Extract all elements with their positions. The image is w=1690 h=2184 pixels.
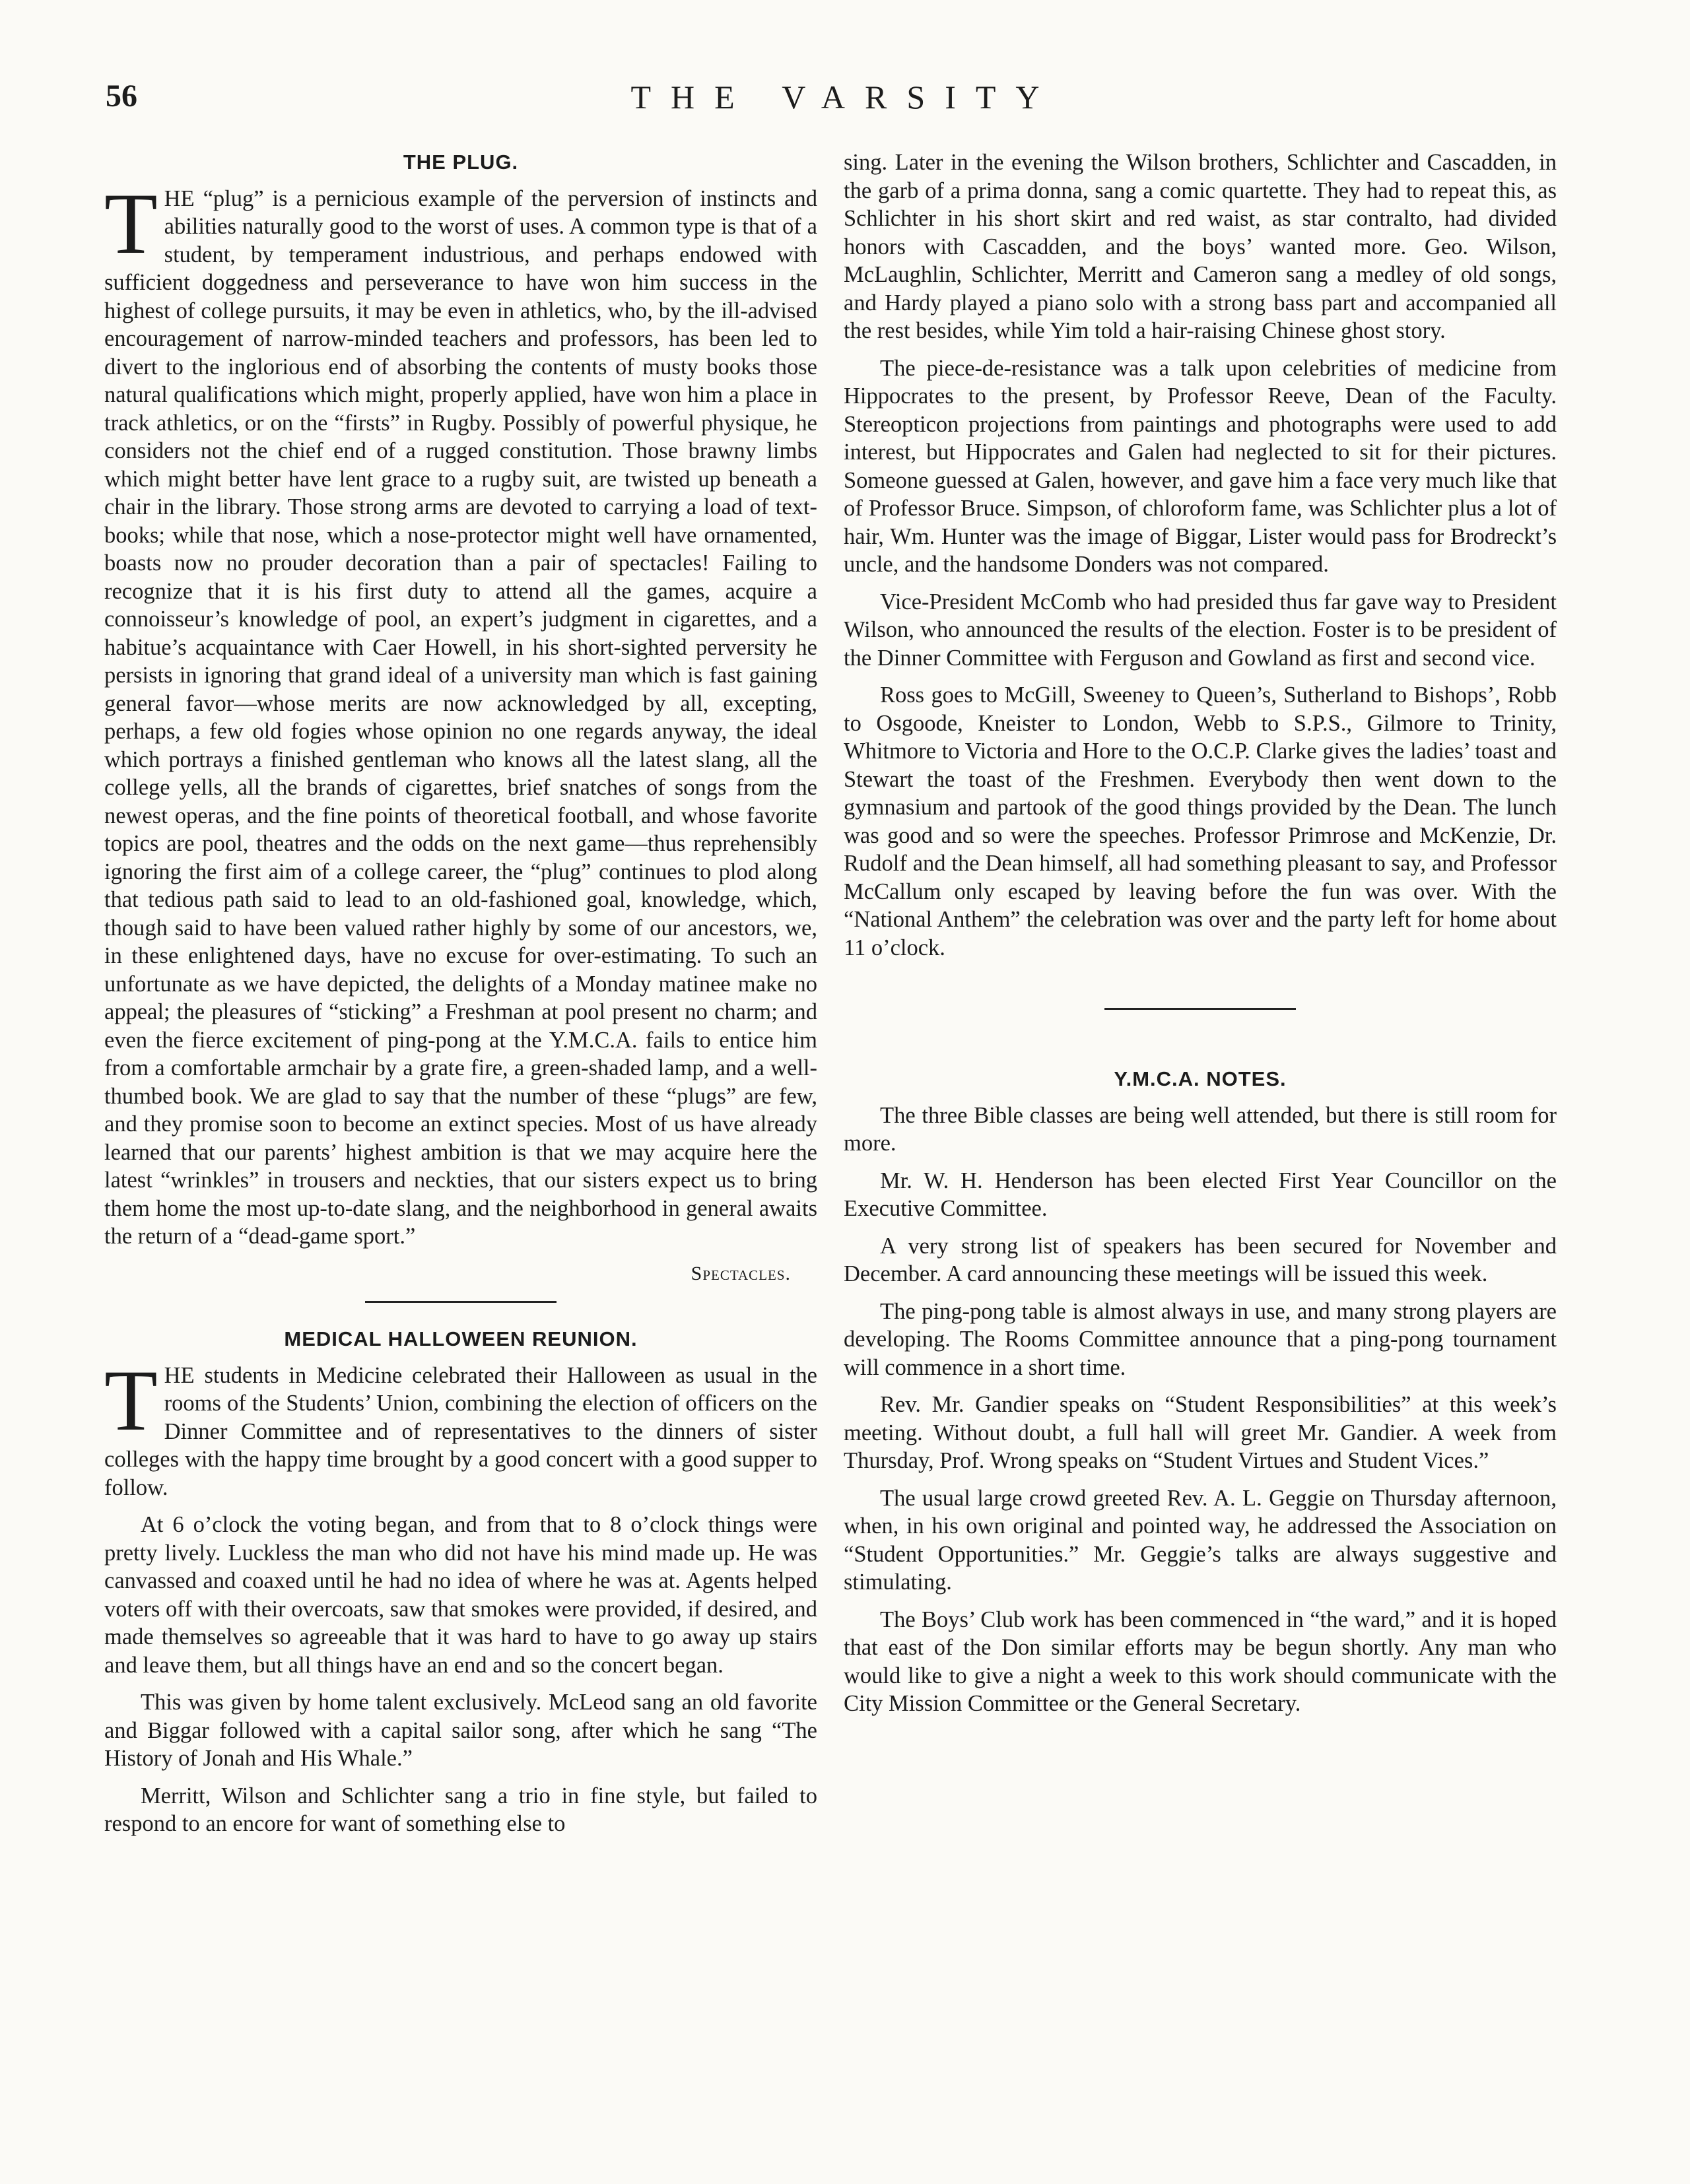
section-divider [1104, 1008, 1296, 1010]
article-paragraph: The piece-de-resistance was a talk upon celebrities of medicine from Hippocrates to the present, by Professor Reeve, Dean of the Faculty. Stereopticon projections from paintings and photographs were used to add interest, but Hippocrates and Galen had neglected to sit for their pictures. Someone guessed at Galen, however, and gave him a face very much like that of Professor Bruce. Simpson, of chloroform fame, was Schlichter plus a lot of hair, Wm. Hunter was the image of Biggar, Lister would pass for Brodreckt’s uncle, and the handsome Donders was not compared. [844, 355, 1557, 577]
page-header [0, 78, 1690, 131]
article-paragraph: Merritt, Wilson and Schlichter sang a trio in fine style, but failed to respond to an encore for want of something else to [104, 1783, 817, 1836]
article-paragraph: Rev. Mr. Gandier speaks on “Student Responsibilities” at this week’s meeting. Without doubt, a full hall will greet Mr. Gandier. A week from Thursday, Prof. Wrong speaks on “Student Virtues and Student Vices.” [844, 1392, 1557, 1473]
article-halloween-reunion [104, 1325, 817, 1838]
article-paragraph: sing. Later in the evening the Wilson brothers, Schlichter and Cascadden, in the garb of a prima donna, sang a comic quartette. They had to repeat this, as Schlichter in his short skirt and red waist, as star contralto, had divided honors with Cascadden, and the boys’ wanted more. Geo. Wilson, McLaughlin, Schlichter, Merritt and Cameron sang a medley of old songs, and Hardy played a piano solo with a strong bass part and accompanied all the rest besides, while Yim told a hair-raising Chinese ghost story. [844, 150, 1557, 343]
article-paragraph: At 6 o’clock the voting began, and from that to 8 o’clock things were pretty lively. Luckless the man who did not have his mind made up. He was canvassed and coaxed until he had no idea of where he was at. Agents helped voters off with their overcoats, saw that smokes were provided, if desired, and made themselves so agreeable that it was hard to have to go away up stairs and leave them, but all things have an end and so the concert began. [104, 1512, 817, 1678]
article-paragraph: THE students in Medicine celebrated their Halloween as usual in the rooms of the Students’ Union, combining the election of officers on the Dinner Committee and of representatives to the dinners of sister colleges with the happy time brought by a good concert with a good supper to follow. [104, 1351, 817, 1500]
article-paragraph: The three Bible classes are being well attended, but there is still room for more. [844, 1102, 1557, 1156]
running-title: THE VARSITY [630, 79, 1060, 116]
article-paragraph: This was given by home talent exclusively. McLeod sang an old favorite and Biggar followed with a capital sailor song, after which he sang “The History of Jonah and His Whale.” [104, 1690, 817, 1771]
section-divider [365, 1301, 557, 1303]
article-paragraph: The usual large crowd greeted Rev. A. L. Geggie on Thursday afternoon, when, in his own original and pointed way, he addressed the Association on “Student Opportunities.” Mr. Geggie’s talks are always suggestive and stimulating. [844, 1485, 1557, 1595]
right-column [844, 149, 1557, 1727]
article-paragraph: THE “plug” is a pernicious example of the perversion of instincts and abilities naturally good to the worst of uses. A common type is that of a student, by temperament industrious, and perhaps endowed with sufficient doggedness and perseverance to have won him success in the highest of college pursuits, it may be even in athletics, who, by the ill-advised encouragement of narrow-minded teachers and professors, has been led to divert to the inglorious end of absorbing the contents of musty books those natural qualifications which might, properly applied, have won him a place in track athletics, or on the “firsts” in Rugby. Possibly of powerful physique, he considers not the chief end of a rugged constitution. Those brawny limbs which might better have lent grace to a rugby suit, are twisted up beneath a chair in the library. Those strong arms are devoted to carrying a load of text-books; while that nose, which a nose-protector might well have ornamented, boasts now no prouder decoration than a pair of spectacles! Failing to recognize that it is his first duty to attend all the games, acquire a connoisseur’s knowledge of pool, an expert’s judgment in cigarettes, and a habitue’s acquaintance with Caer Howell, in his short-sighted perversity he persists in ignoring that grand ideal of a university man which is fast gaining general favor—whose merits are now acknowledged by all, excepting, perhaps, a few old fogies whose opinion no one regards anyway, the ideal which portrays a finished gentleman who knows all the latest slang, all the college yells, all the brands of cigarettes, brief snatches of songs from the newest operas, and the fine points of theoretical football, and whose favorite topics are pool, theatres and the odds on the next game—thus reprehensibly ignoring the first aim of a college career, the “plug” continues to plod along that tedious path said to lead to an old-fashioned goal, knowledge, which, though said to have been valued rather highly by some of our ancestors, we, in these enlightened days, have no excuse for over-estimating. To such an unfortunate as we have depicted, the delights of a Monday matinee make no appeal; the pleasures of “sticking” a Freshman at pool present no charm; and even the fierce excitement of ping-pong at the Y.M.C.A. fails to entice him from a comfortable armchair by a grate fire, a green-shaded lamp, and a well-thumbed book. We are glad to say that the number of these “plugs” are few, and they promise soon to become an extinct species. Most of us have already learned that our parents’ highest ambition is that we may acquire here the latest “wrinkles” in trousers and neckties, that our sisters expect us to bring them home the most up-to-date slang, and the neighborhood in general awaits the return of a “dead-game sport.” [104, 174, 817, 1249]
article-title: THE PLUG. [403, 150, 519, 174]
article-paragraph: The Boys’ Club work has been commenced in “the ward,” and it is hoped that east of the Don similar efforts may be begun shortly. Any man who would like to give a night a week to this work should communicate with the City Mission Committee or the General Secretary. [844, 1606, 1557, 1716]
article-ymca-notes [844, 1065, 1557, 1718]
left-column [104, 149, 817, 1847]
page-number: 56 [106, 79, 137, 114]
article-signature: Spectacles. [691, 1262, 791, 1284]
article-paragraph: Ross goes to McGill, Sweeney to Queen’s, Sutherland to Bishops’, Robb to Osgoode, Kneister to London, Webb to S.P.S., Gilmore to Trinity, Whitmore to Victoria and Hore to the O.C.P. Clarke gives the ladies’ toast and Stewart the toast of the Freshmen. Everybody then went down to the gymnasium and partook of the good things provided by the Dean. The lunch was good and so were the speeches. Professor Primrose and McKenzie, Dr. Rudolf and the Dean himself, all had something pleasant to say, and Professor McCallum only escaped by leaving before the fun was over. With the “National Anthem” the celebration was over and the party left for home about 11 o’clock. [844, 682, 1557, 960]
article-paragraph: Mr. W. H. Henderson has been elected First Year Councillor on the Executive Committee. [844, 1168, 1557, 1221]
article-title: MEDICAL HALLOWEEN REUNION. [284, 1327, 638, 1350]
article-title: Y.M.C.A. NOTES. [1114, 1067, 1287, 1090]
article-the-plug [104, 149, 817, 1288]
article-paragraph: The ping-pong table is almost always in use, and many strong players are developing. The Rooms Committee announce that a ping-pong tournament will commence in a short time. [844, 1298, 1557, 1380]
article-halloween-continued [844, 149, 1557, 962]
article-paragraph: A very strong list of speakers has been secured for November and December. A card announcing these meetings will be issued this week. [844, 1233, 1557, 1286]
article-paragraph: Vice-President McComb who had presided thus far gave way to President Wilson, who announced the results of the election. Foster is to be president of the Dinner Committee with Ferguson and Gowland as first and second vice. [844, 589, 1557, 671]
